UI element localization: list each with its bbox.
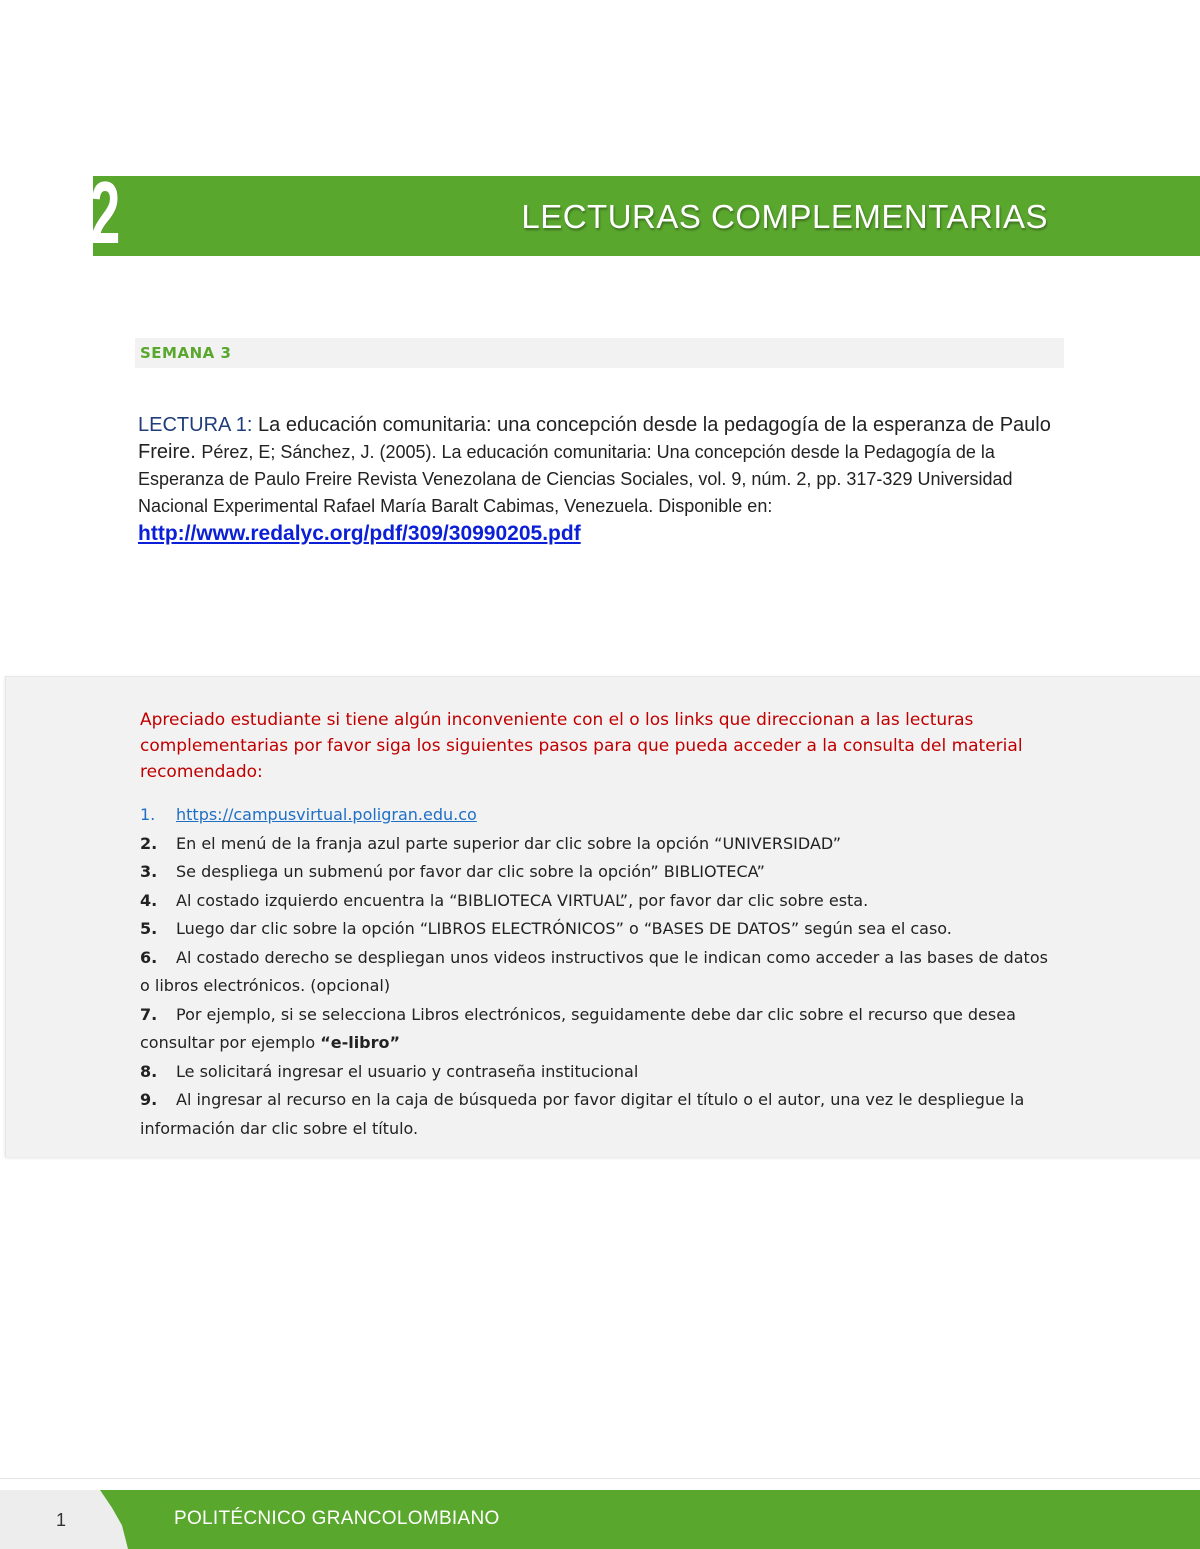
notice-intro: Apreciado estudiante si tiene algún inconveniente con el o los links que direccionan a las lecturas complementarias por favor siga los siguientes pasos para que pueda acceder a la consulta del material recomendado: [140, 710, 1023, 782]
notice-box [5, 676, 1200, 1157]
step-number: 1. [140, 805, 156, 824]
section-title: LECTURAS COMPLEMENTARIAS [521, 198, 1048, 235]
step-text: Al ingresar al recurso en la caja de búsqueda por favor digitar el título o el autor, una vez le despliegue la información dar clic sobre el título. [140, 1090, 1025, 1138]
steps-list [140, 801, 1060, 1143]
step-number: 3. [140, 862, 158, 881]
week-bar [135, 338, 1064, 368]
campus-link[interactable]: https://campusvirtual.poligran.edu.co [176, 805, 477, 824]
list-item [140, 887, 1060, 916]
step-number: 8. [140, 1061, 158, 1081]
step-text: En el menú de la franja azul parte superior dar clic sobre la opción “UNIVERSIDAD” [176, 833, 842, 853]
list-item [140, 944, 1060, 1001]
list-item [140, 858, 1060, 887]
list-item [140, 1058, 1060, 1087]
reading-title: La educación comunitaria: una concepción desde la pedagogía de la esperanza de Paulo Freire. [138, 414, 1051, 463]
footer-divider [0, 1478, 1200, 1479]
reading-citation: Pérez, E; Sánchez, J. (2005). La educación comunitaria: Una concepción desde la Pedagogía de la Esperanza de Paulo Freire Revista Venezolana de Ciencias Sociales, vol. 9, núm. 2, pp. 317-329 Universidad Nacional Experimental Rafael María Baralt Cabimas, Venezuela. Disponible en: [138, 442, 1013, 516]
step-number: 4. [140, 890, 158, 910]
reading-link[interactable]: http://www.redalyc.org/pdf/309/30990205.pdf [138, 522, 581, 545]
list-item [140, 830, 1060, 859]
list-item [140, 915, 1060, 944]
step-number: 5. [140, 919, 158, 938]
week-label: SEMANA 3 [140, 344, 232, 362]
step-text: Al costado izquierdo encuentra la “BIBLIOTECA VIRTUAL”, por favor dar clic sobre esta. [176, 890, 869, 910]
chapter-number: 2 [90, 163, 118, 262]
step-number: 6. [140, 947, 158, 967]
reading-label: LECTURA 1: [138, 414, 253, 436]
reading-entry [138, 412, 1058, 548]
list-item [140, 801, 1060, 830]
step-text: Por ejemplo, si se selecciona Libros electrónicos, seguidamente debe dar clic sobre el recurso que desea consultar por ejemplo [140, 1004, 1016, 1052]
step-number: 2. [140, 833, 158, 853]
page-number: 1 [56, 1510, 67, 1530]
step-text: Al costado derecho se despliegan unos videos instructivos que le indican como acceder a las bases de datos o libros electrónicos. (opcional) [140, 947, 1048, 995]
step-number: 9. [140, 1090, 158, 1109]
step-number: 7. [140, 1004, 158, 1024]
step-emphasis: “e-libro” [320, 1033, 401, 1052]
step-text: Se despliega un submenú por favor dar clic sobre la opción” BIBLIOTECA” [176, 862, 765, 881]
step-text: Luego dar clic sobre la opción “LIBROS ELECTRÓNICOS” o “BASES DE DATOS” según sea el caso. [176, 919, 952, 938]
list-item [140, 1086, 1060, 1143]
step-text: Le solicitará ingresar el usuario y contraseña institucional [176, 1061, 639, 1081]
list-item [140, 1001, 1060, 1058]
institution-name: POLITÉCNICO GRANCOLOMBIANO [174, 1508, 500, 1529]
